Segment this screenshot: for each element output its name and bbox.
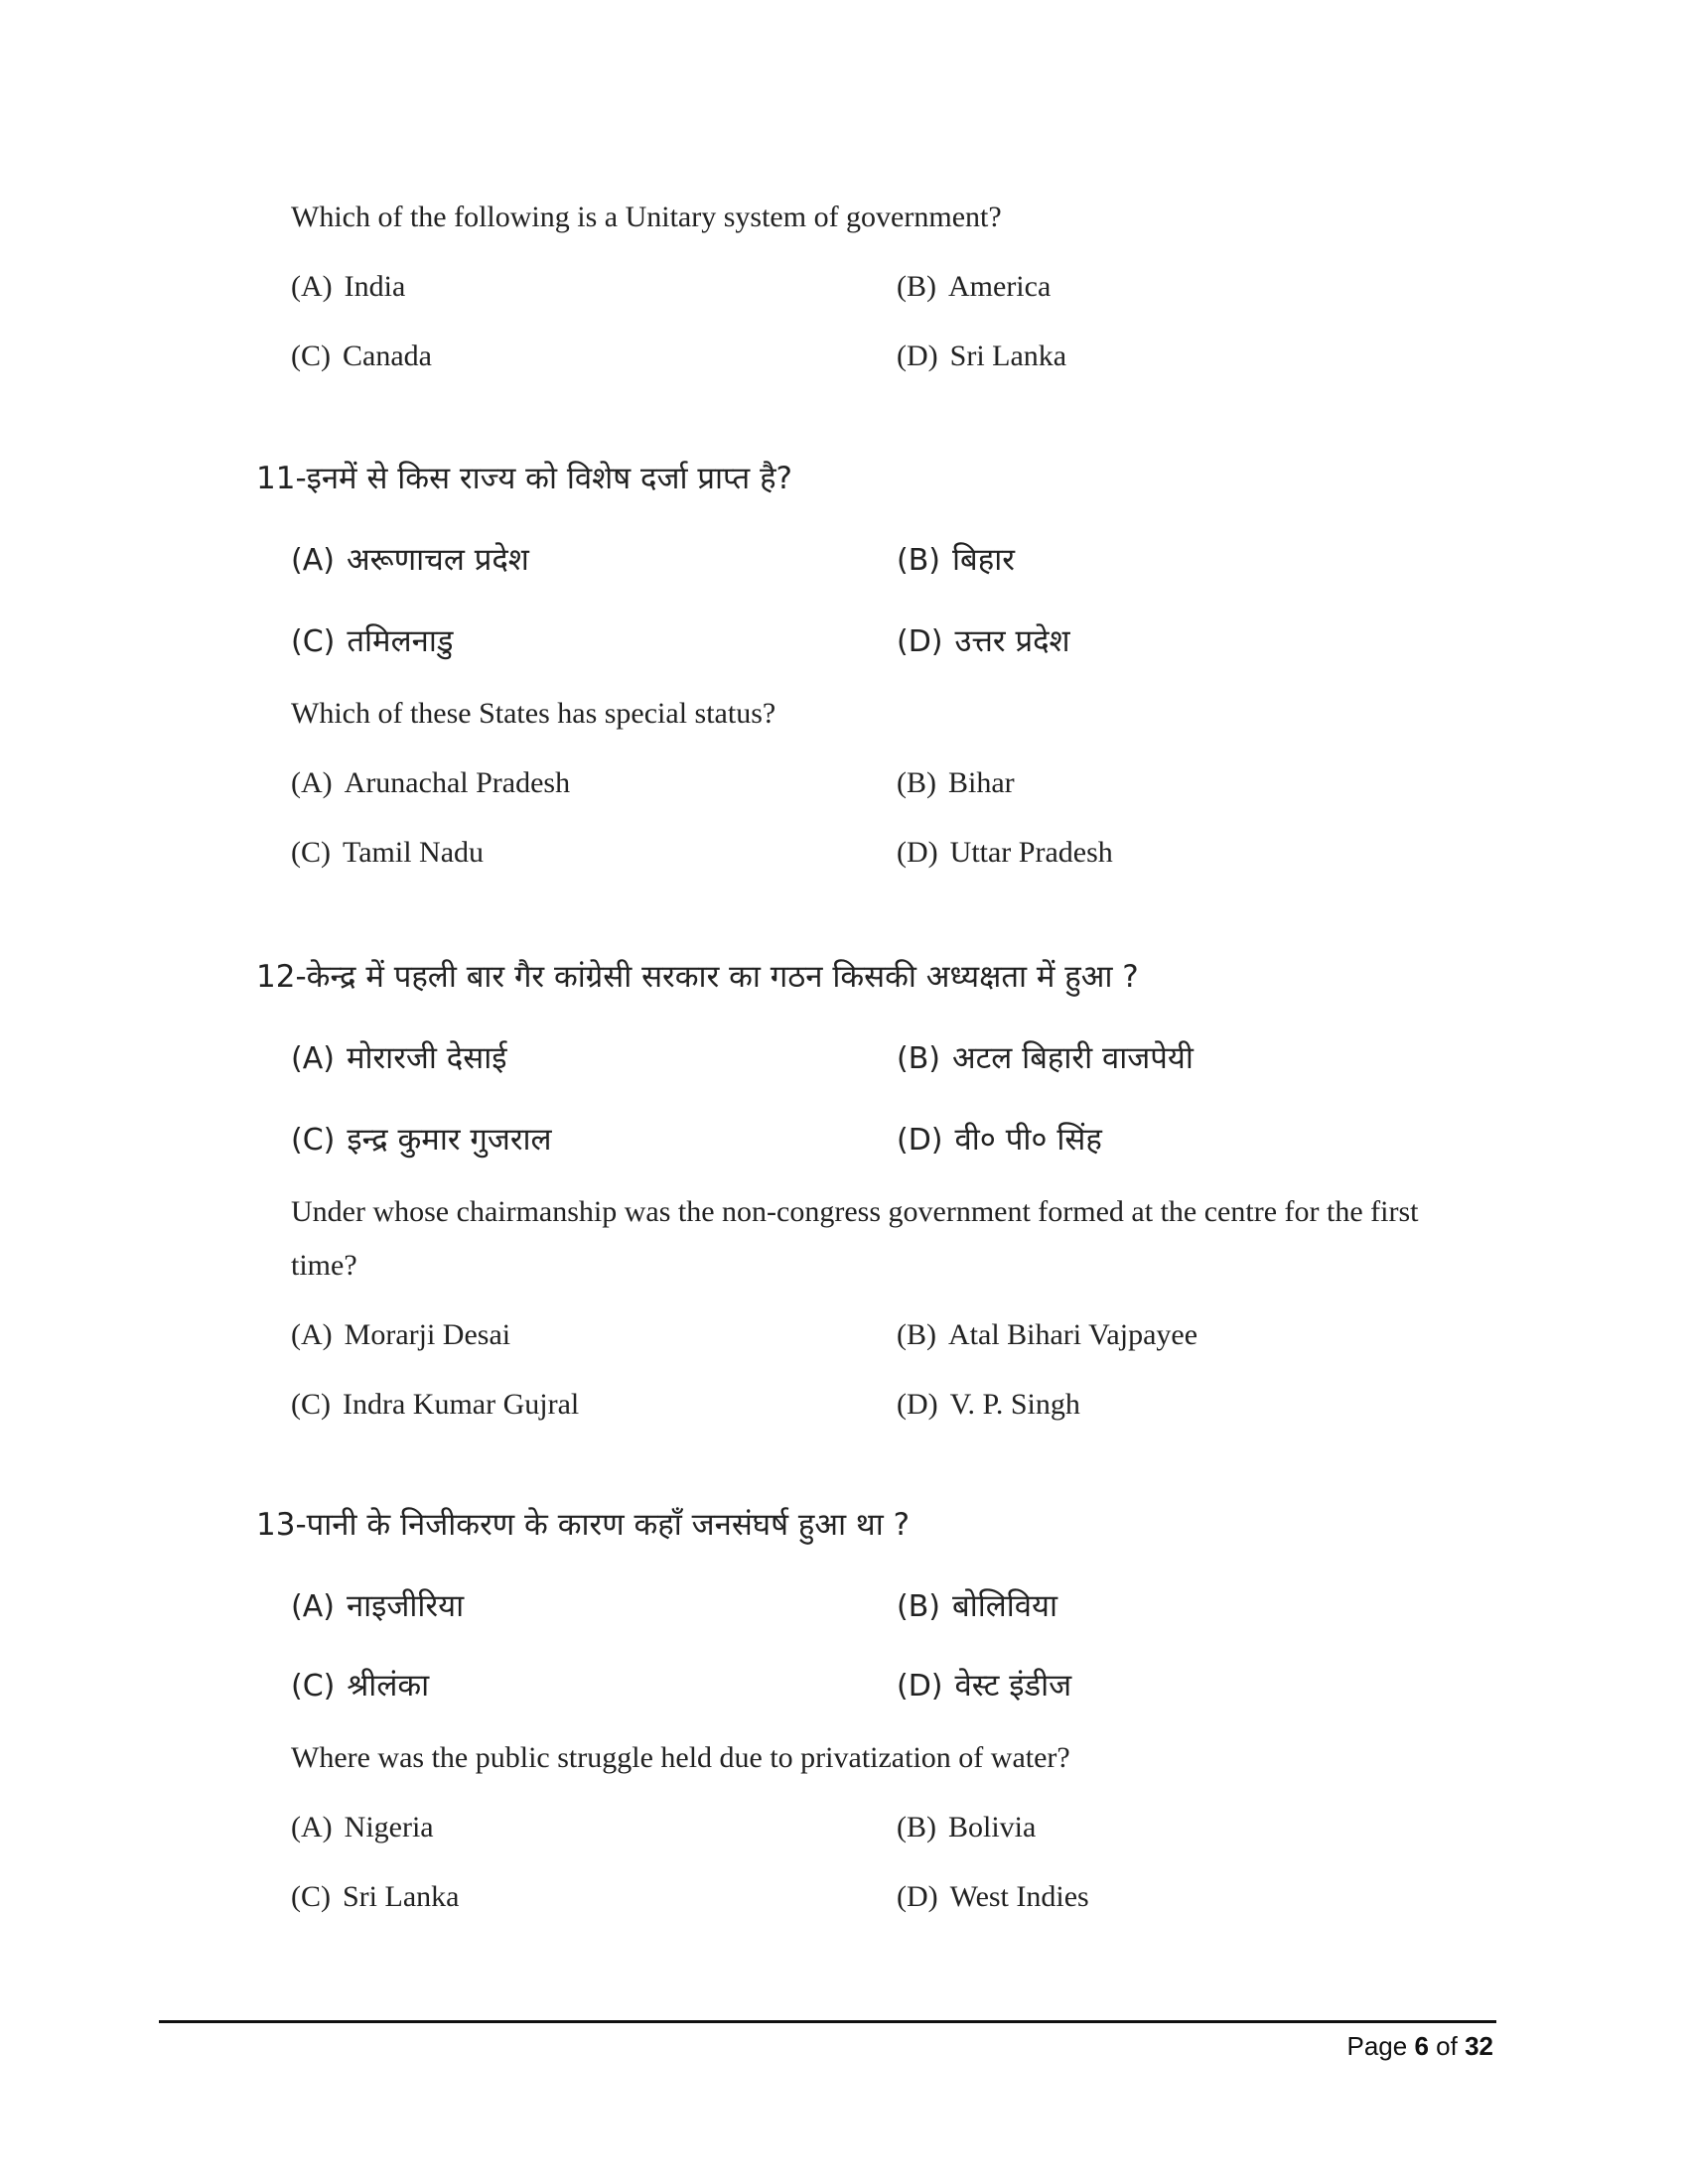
q10-en-option-c: (C) Canada [291,340,432,372]
q13-en-option-b: (B) Bolivia [897,1811,1037,1843]
q13-hi-option-a: (A) नाइजीरिया [291,1588,465,1624]
q11-hi-option-c: (C) तमिलनाडु [291,623,454,659]
q13-hi-text: 13-पानी के निजीकरण के कारण कहाँ जनसंघर्ष हुआ था ? [256,1507,911,1543]
q12-hi-option-c: (C) इन्द्र कुमार गुजराल [291,1122,552,1158]
q12-hi-option-a: (A) मोरारजी देसाई [291,1040,507,1076]
q10-en-option-a: (A) India [291,270,406,303]
q12-en-option-a: (A) Morarji Desai [291,1318,511,1351]
q11-en-text: Which of these States has special status? [291,697,776,730]
q12-en-option-b: (B) Atal Bihari Vajpayee [897,1318,1198,1351]
q13-hi-option-d: (D) वेस्ट इंडीज [897,1668,1072,1704]
q13-en-option-d: (D) West Indies [897,1880,1089,1913]
q13-hi-option-b: (B) बोलिविया [897,1588,1058,1624]
q12-en-text-line2: time? [291,1249,357,1282]
q12-en-text-line1: Under whose chairmanship was the non-congress government formed at the centre for the first [291,1195,1419,1228]
q11-hi-text: 11-इनमें से किस राज्य को विशेष दर्जा प्राप्त है? [256,461,792,496]
q12-hi-option-b: (B) अटल बिहारी वाजपेयी [897,1040,1194,1076]
q12-hi-text: 12-केन्द्र में पहली बार गैर कांग्रेसी सरकार का गठन किसकी अध्यक्षता में हुआ ? [256,959,1139,995]
q12-hi-option-d: (D) वी० पी० सिंह [897,1122,1102,1158]
q11-hi-option-a: (A) अरूणाचल प्रदेश [291,542,529,578]
q11-en-option-b: (B) Bihar [897,766,1015,799]
q11-hi-option-d: (D) उत्तर प्रदेश [897,623,1070,659]
q13-en-option-a: (A) Nigeria [291,1811,434,1843]
page-number: Page 6 of 32 [1346,2031,1493,2061]
footer-divider [159,2020,1496,2023]
q11-en-option-c: (C) Tamil Nadu [291,836,485,869]
q13-hi-option-c: (C) श्रीलंका [291,1668,430,1704]
q10-en-option-d: (D) Sri Lanka [897,340,1067,372]
q10-en-option-b: (B) America [897,270,1052,303]
q12-en-option-c: (C) Indra Kumar Gujral [291,1388,580,1421]
q13-en-text: Where was the public struggle held due to privatization of water? [291,1741,1070,1774]
q11-hi-option-b: (B) बिहार [897,542,1015,578]
q13-en-option-c: (C) Sri Lanka [291,1880,460,1913]
q10-en-text: Which of the following is a Unitary system of government? [291,201,1002,233]
q11-en-option-a: (A) Arunachal Pradesh [291,766,571,799]
q12-en-option-d: (D) V. P. Singh [897,1388,1080,1421]
q11-en-option-d: (D) Uttar Pradesh [897,836,1113,869]
